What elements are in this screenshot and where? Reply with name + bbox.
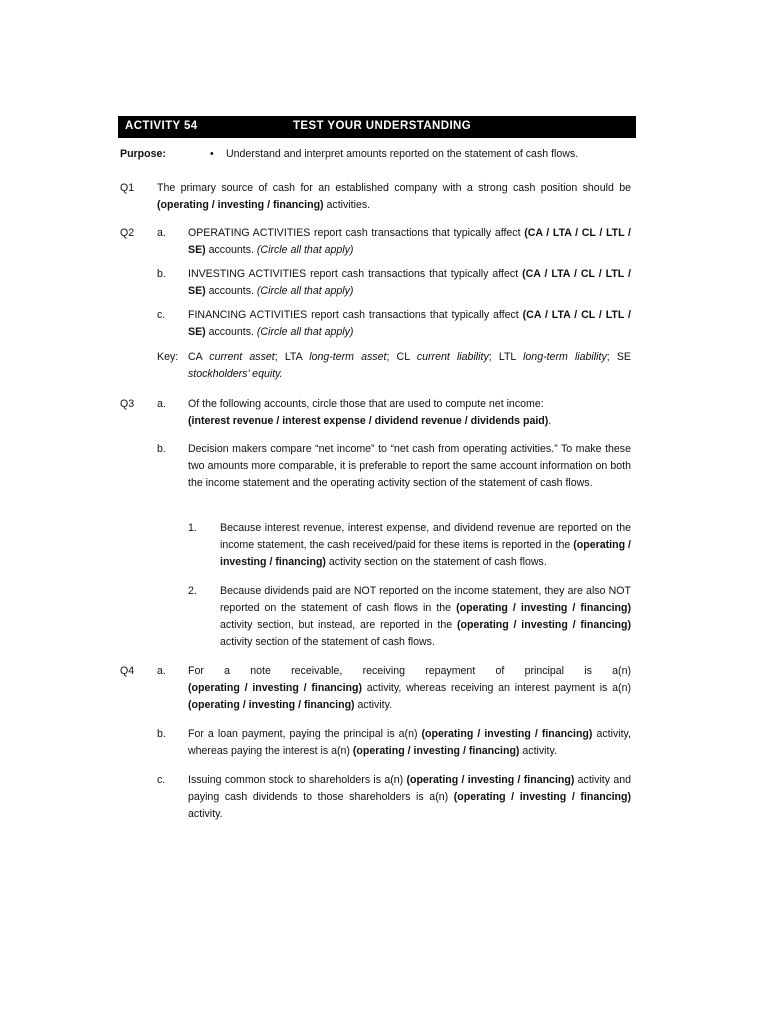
q2c-note: (Circle all that apply) xyxy=(256,326,354,338)
key-ltl: LTL xyxy=(498,351,516,363)
key-cl-def: current liability xyxy=(416,351,489,363)
q3a-text xyxy=(188,396,631,430)
q2c-suffix: accounts. xyxy=(205,326,257,338)
q1-text-after: activities. xyxy=(323,199,371,211)
q3b2-text xyxy=(220,583,631,651)
q2a-suffix: accounts. xyxy=(205,244,257,256)
q4b-letter: b. xyxy=(157,728,166,740)
q4c-post: activity. xyxy=(188,808,223,820)
q2a-text xyxy=(188,225,631,259)
q2b-text xyxy=(188,266,631,300)
q4a-text xyxy=(188,680,631,714)
q2a-letter: a. xyxy=(157,227,166,239)
q4c-options-2: (operating / investing / financing) xyxy=(453,791,632,803)
q2b-options: (CA / LTA / CL / LTL / SE) xyxy=(188,268,631,297)
key-label: Key: xyxy=(157,351,179,363)
q4b-pre: For a loan payment, paying the principal is a(n) xyxy=(188,728,422,740)
q4c-text xyxy=(188,772,631,823)
activity-title: TEST YOUR UNDERSTANDING xyxy=(293,120,472,132)
q1-text xyxy=(157,180,631,214)
q3b2-options-1: (operating / investing / financing) xyxy=(456,602,632,614)
q4b-options-1: (operating / investing / financing) xyxy=(421,728,593,740)
q3b1-pre: Because interest revenue, interest expense, and dividend revenue are reported on the income statement, the cash received/paid for these items is reported in the xyxy=(220,522,631,551)
q3b2-number: 2. xyxy=(188,585,197,597)
q3a-question: Of the following accounts, circle those that are used to compute net income: xyxy=(188,398,544,410)
q2b-prefix: INVESTING ACTIVITIES report cash transactions that typically affect xyxy=(188,268,523,280)
q3b1-number: 1. xyxy=(188,522,197,534)
q2c-letter: c. xyxy=(157,309,166,321)
key-cl: CL xyxy=(396,351,410,363)
purpose-text: Understand and interpret amounts reported on the statement of cash flows. xyxy=(226,148,579,160)
purpose-label: Purpose: xyxy=(120,148,166,160)
q3b2-pre: Because dividends paid are NOT reported on the income statement, they are also NOT reported on the statement of cash flows in the xyxy=(220,585,631,614)
q3a-end: . xyxy=(548,415,552,427)
q4a-line1: For a note receivable, receiving repayment of principal is a(n) xyxy=(188,665,631,677)
q2a-note: (Circle all that apply) xyxy=(256,244,354,256)
q4a-options-2: (operating / investing / financing) xyxy=(188,699,355,711)
q2c-options: (CA / LTA / CL / LTL / SE) xyxy=(188,309,631,338)
q2a-options: (CA / LTA / CL / LTL / SE) xyxy=(188,227,631,256)
q4c-options-1: (operating / investing / financing) xyxy=(406,774,575,786)
q4a-mid: activity, whereas receiving an interest payment is a(n) xyxy=(361,682,631,694)
q4a-letter: a. xyxy=(157,665,166,677)
purpose-bullet: • xyxy=(210,148,214,160)
activity-header-bar xyxy=(118,116,636,138)
q4a-options-1: (operating / investing / financing) xyxy=(188,682,362,694)
q2b-suffix: accounts. xyxy=(205,285,257,297)
activity-number: ACTIVITY 54 xyxy=(125,120,198,132)
q3b2-mid: activity section, but instead, are reported in the xyxy=(220,619,457,631)
q3b1-post: activity section on the statement of cash flows. xyxy=(325,556,547,568)
key-se: SE xyxy=(616,351,631,363)
q4-label: Q4 xyxy=(120,665,135,677)
key-lta: LTA xyxy=(284,351,303,363)
q4b-mid: activity, whereas paying the interest is a(n) xyxy=(188,728,631,757)
q4b-options-2: (operating / investing / financing) xyxy=(352,745,520,757)
q2b-letter: b. xyxy=(157,268,166,280)
key-ltl-def: long-term liability xyxy=(523,351,607,363)
q3b-text: Decision makers compare “net income” to “net cash from operating activities.” To make these two amounts more comparable, it is preferable to report the same account information on both the income statement and the operating activity section of the statement of cash flows. xyxy=(188,443,631,489)
key-text: CA current asset; LTA long-term asset; CL current liability; LTL long-term liability; SE stockholders’ equity. xyxy=(188,351,631,380)
q2a-prefix: OPERATING ACTIVITIES report cash transactions that typically affect xyxy=(188,227,525,239)
q4c-pre: Issuing common stock to shareholders is a(n) xyxy=(188,774,407,786)
q4b-text xyxy=(188,726,631,760)
q3b2-post: activity section of the statement of cash flows. xyxy=(220,636,435,648)
q4c-letter: c. xyxy=(157,774,166,786)
q2c-text xyxy=(188,307,631,341)
q4b-post: activity. xyxy=(519,745,557,757)
q3-label: Q3 xyxy=(120,398,135,410)
q4c-mid: activity and paying cash dividends to those shareholders is a(n) xyxy=(188,774,631,803)
q3b-letter: b. xyxy=(157,443,166,455)
q3b2-options-2: (operating / investing / financing) xyxy=(456,619,631,631)
q1-label: Q1 xyxy=(120,182,135,194)
key-ca-def: current asset xyxy=(209,351,275,363)
q1-text-before: The primary source of cash for an established company with a strong cash position should be xyxy=(157,182,631,194)
q3b1-options: (operating / investing / financing) xyxy=(220,539,632,568)
q3a-letter: a. xyxy=(157,398,166,410)
q2-label: Q2 xyxy=(120,227,135,239)
key-lta-def: long-term asset xyxy=(309,351,387,363)
q2b-note: (Circle all that apply) xyxy=(256,285,354,297)
q2c-prefix: FINANCING ACTIVITIES report cash transactions that typically affect xyxy=(188,309,523,321)
q3b1-text xyxy=(220,520,631,571)
key-se-def: stockholders’ equity. xyxy=(188,368,283,380)
q3a-options: (interest revenue / interest expense / dividend revenue / dividends paid) xyxy=(188,415,549,427)
q4a-post: activity. xyxy=(354,699,393,711)
q1-options: (operating / investing / financing) xyxy=(157,199,324,211)
key-ca: CA xyxy=(188,351,203,363)
